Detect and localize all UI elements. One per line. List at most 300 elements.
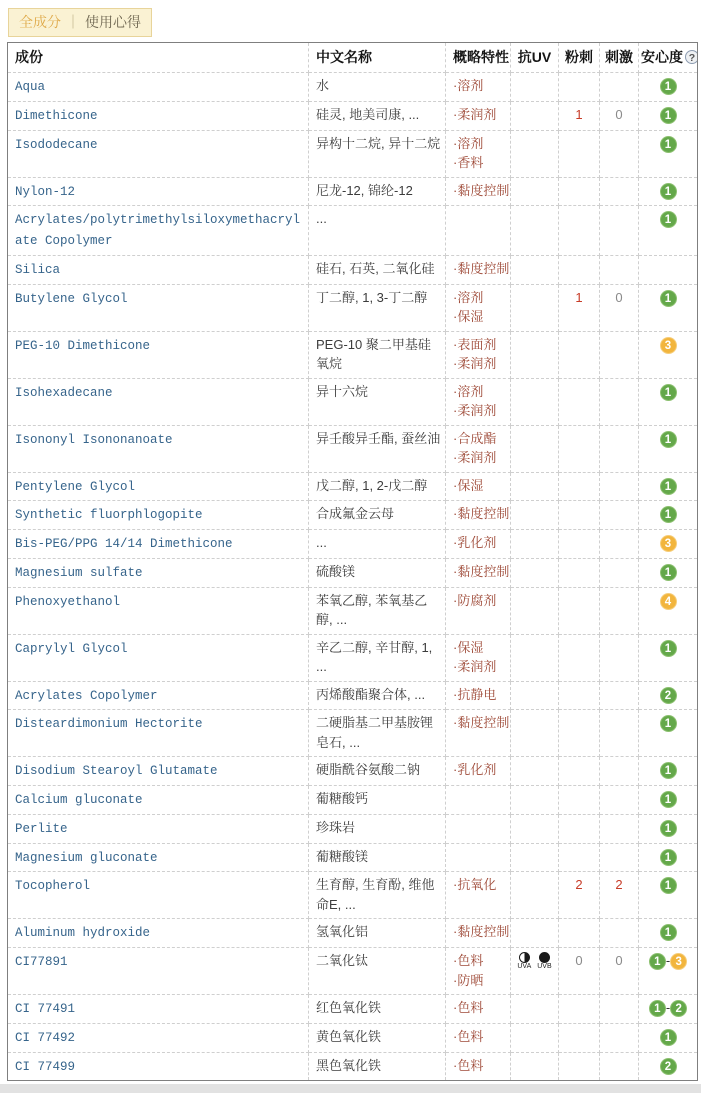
- anti-uv-cell: [511, 587, 559, 634]
- safety-badge: 1: [660, 431, 677, 448]
- ingredient-properties: [446, 130, 511, 177]
- anti-uv-cell: [511, 1023, 559, 1052]
- irritation-value: [600, 472, 639, 501]
- safety-badge: 3: [660, 535, 677, 552]
- header-properties: 概略特性: [446, 43, 511, 73]
- ingredient-chinese-name: 硬脂酰谷氨酸二钠: [309, 757, 446, 786]
- property-tag: ·色料: [453, 1028, 484, 1044]
- safety-badges: [639, 530, 698, 559]
- uvb-icon: UVB: [537, 952, 551, 971]
- property-tag: ·黏度控制: [453, 715, 510, 731]
- ingredient-name-cell: [8, 177, 309, 206]
- anti-uv-cell: [511, 1052, 559, 1081]
- table-row: [8, 995, 698, 1024]
- header-anti-uv: 抗UV: [511, 43, 559, 73]
- acne-value: [559, 1052, 600, 1081]
- ingredient-properties: [446, 472, 511, 501]
- ingredient-name-cell: [8, 757, 309, 786]
- ingredient-name-cell: [8, 501, 309, 530]
- irritation-value: [600, 995, 639, 1024]
- safety-badge: 1: [660, 640, 677, 657]
- ingredient-chinese-name: 苯氧乙醇, 苯氧基乙醇, ...: [309, 587, 446, 634]
- property-tag: ·柔润剂: [453, 106, 497, 122]
- property-tag: ·柔润剂: [453, 356, 497, 371]
- anti-uv-cell: [511, 177, 559, 206]
- safety-badge: 1: [660, 564, 677, 581]
- anti-uv-cell: [511, 101, 559, 130]
- safety-badge: 1: [660, 762, 677, 779]
- tab-bar: [8, 8, 152, 37]
- acne-value: [559, 995, 600, 1024]
- ingredient-properties: [446, 501, 511, 530]
- property-tag: ·表面剂: [453, 336, 497, 352]
- table-row: [8, 472, 698, 501]
- property-tag: ·防晒: [453, 972, 484, 988]
- safety-badge: 1: [660, 290, 677, 307]
- anti-uv-cell: [511, 919, 559, 948]
- acne-value: [559, 757, 600, 786]
- property-tag: ·保湿: [453, 477, 484, 493]
- acne-value: [559, 919, 600, 948]
- safety-badges: [639, 130, 698, 177]
- uva-icon: UVA: [517, 952, 531, 971]
- property-tag: ·黏度控制: [453, 563, 510, 579]
- safety-badges: [639, 206, 698, 256]
- ingredient-link[interactable]: Magnesium sulfate: [15, 565, 143, 580]
- table-row: [8, 1052, 698, 1081]
- ingredient-properties: [446, 919, 511, 948]
- table-row: [8, 786, 698, 815]
- irritation-value: [600, 814, 639, 843]
- ingredient-properties: [446, 710, 511, 757]
- ingredient-link[interactable]: Butylene Glycol: [15, 291, 128, 306]
- property-tag: ·保湿: [453, 639, 484, 655]
- safety-badges: [639, 472, 698, 501]
- acne-value: [559, 130, 600, 177]
- safety-badge: 1: [660, 715, 677, 732]
- irritation-value: 2: [600, 872, 639, 919]
- safety-badges: [639, 177, 698, 206]
- ingredient-name-cell: [8, 331, 309, 378]
- irritation-value: [600, 130, 639, 177]
- ingredient-link[interactable]: Disodium Stearoyl Glutamate: [15, 764, 218, 779]
- property-tag: ·香料: [453, 155, 484, 170]
- ingredient-chinese-name: 珍珠岩: [309, 814, 446, 843]
- ingredient-chinese-name: 辛乙二醇, 辛甘醇, 1, ...: [309, 634, 446, 681]
- ingredient-name-cell: [8, 558, 309, 587]
- ingredient-chinese-name: 戊二醇, 1, 2-戊二醇: [309, 472, 446, 501]
- safety-badges: [639, 558, 698, 587]
- anti-uv-cell: [511, 681, 559, 710]
- acne-value: [559, 681, 600, 710]
- table-row: [8, 530, 698, 559]
- tab-user-reviews[interactable]: 使用心得: [85, 14, 141, 30]
- irritation-value: [600, 378, 639, 425]
- ingredient-link[interactable]: Aqua: [15, 80, 46, 94]
- safety-badges: [639, 101, 698, 130]
- tab-separator: ｜: [66, 14, 80, 30]
- ingredient-chinese-name: 黑色氧化铁: [309, 1052, 446, 1081]
- ingredient-properties: [446, 757, 511, 786]
- acne-value: 0: [559, 948, 600, 995]
- safety-badges: [639, 681, 698, 710]
- acne-value: [559, 843, 600, 872]
- ingredient-chinese-name: ...: [309, 530, 446, 559]
- safety-badges: [639, 786, 698, 815]
- ingredient-link[interactable]: Magnesium gluconate: [15, 850, 158, 865]
- safety-badges: [639, 73, 698, 102]
- irritation-value: [600, 1052, 639, 1081]
- property-tag: ·合成酯: [453, 430, 497, 446]
- ingredient-chinese-name: 黄色氧化铁: [309, 1023, 446, 1052]
- anti-uv-cell: [511, 73, 559, 102]
- acne-value: [559, 73, 600, 102]
- property-tag: ·色料: [453, 1000, 484, 1015]
- safety-badge: 1: [660, 506, 677, 523]
- safety-badge: 2: [670, 1000, 687, 1017]
- acne-value: [559, 814, 600, 843]
- table-row: [8, 130, 698, 177]
- property-tag: ·柔润剂: [453, 659, 497, 674]
- ingredient-link[interactable]: Isohexadecane: [15, 385, 113, 400]
- ingredient-chinese-name: 葡糖酸镁: [309, 843, 446, 872]
- irritation-value: [600, 501, 639, 530]
- anti-uv-cell: [511, 634, 559, 681]
- irritation-value: [600, 206, 639, 256]
- anti-uv-cell: [511, 425, 559, 472]
- anti-uv-cell: [511, 501, 559, 530]
- ingredient-link[interactable]: CI77891: [15, 955, 68, 969]
- safety-badges: [639, 634, 698, 681]
- table-row: [8, 284, 698, 331]
- property-tag: ·溶剂: [453, 135, 484, 151]
- ingredient-name-cell: [8, 1023, 309, 1052]
- ingredient-link[interactable]: Bis-PEG/PPG 14/14 Dimethicone: [15, 537, 233, 551]
- safety-badge: 1: [660, 183, 677, 200]
- ingredient-properties: [446, 995, 511, 1024]
- table-row: [8, 378, 698, 425]
- anti-uv-cell: [511, 206, 559, 256]
- irritation-value: [600, 425, 639, 472]
- property-tag: ·色料: [453, 1057, 484, 1073]
- table-row: [8, 73, 698, 102]
- safety-badge: 1: [660, 211, 677, 228]
- safety-badge: 1: [649, 953, 666, 970]
- anti-uv-cell: [511, 472, 559, 501]
- table-row: [8, 206, 698, 256]
- ingredient-link[interactable]: Disteardimonium Hectorite: [15, 717, 203, 732]
- ingredient-properties: [446, 177, 511, 206]
- safety-badge: 1: [660, 107, 677, 124]
- ingredient-properties: [446, 681, 511, 710]
- irritation-value: [600, 177, 639, 206]
- anti-uv-cell: [511, 284, 559, 331]
- ingredient-link[interactable]: Pentylene Glycol: [15, 479, 136, 494]
- acne-value: [559, 378, 600, 425]
- ingredient-properties: [446, 634, 511, 681]
- acne-value: [559, 331, 600, 378]
- safety-badges: [639, 501, 698, 530]
- ingredient-chinese-name: 丙烯酸酯聚合体, ...: [309, 681, 446, 710]
- irritation-value: 0: [600, 948, 639, 995]
- ingredient-name-cell: [8, 472, 309, 501]
- acne-value: 1: [559, 101, 600, 130]
- ingredient-name-cell: [8, 284, 309, 331]
- ingredient-name-cell: [8, 530, 309, 559]
- ingredient-link[interactable]: Acrylates/polytrimethylsiloxymethacrylate Copolymer: [15, 213, 301, 248]
- ingredient-name-cell: [8, 1052, 309, 1081]
- ingredient-link[interactable]: CI 77491: [15, 1002, 76, 1016]
- table-row: [8, 814, 698, 843]
- acne-value: [559, 255, 600, 284]
- property-tag: ·抗氧化: [453, 877, 497, 893]
- help-icon[interactable]: ?: [685, 50, 698, 64]
- table-row: [8, 710, 698, 757]
- safety-badges: [639, 331, 698, 378]
- ingredient-name-cell: [8, 948, 309, 995]
- ingredient-properties: [446, 206, 511, 256]
- safety-badge: 1: [660, 924, 677, 941]
- anti-uv-cell: [511, 331, 559, 378]
- ingredient-properties: [446, 425, 511, 472]
- ingredient-link[interactable]: Silica: [15, 262, 61, 277]
- property-tag: ·柔润剂: [453, 450, 497, 465]
- anti-uv-cell: [511, 843, 559, 872]
- anti-uv-cell: [511, 872, 559, 919]
- safety-badge: 1: [660, 1029, 677, 1046]
- property-tag: ·柔润剂: [453, 403, 497, 418]
- acne-value: [559, 472, 600, 501]
- table-row: [8, 843, 698, 872]
- table-row: [8, 101, 698, 130]
- property-tag: ·乳化剂: [453, 762, 497, 778]
- anti-uv-cell: [511, 530, 559, 559]
- ingredient-chinese-name: 二硬脂基二甲基胺锂皂石, ...: [309, 710, 446, 757]
- ingredient-name-cell: [8, 425, 309, 472]
- table-row: [8, 501, 698, 530]
- safety-badge: 3: [670, 953, 687, 970]
- ingredient-link[interactable]: Synthetic fluorphlogopite: [15, 508, 203, 523]
- ingredient-name-cell: [8, 872, 309, 919]
- acne-value: [559, 710, 600, 757]
- property-tag: ·溶剂: [453, 289, 484, 305]
- ingredient-link[interactable]: Isononyl Isononanoate: [15, 432, 173, 447]
- ingredient-chinese-name: 尼龙-12, 锦纶-12: [309, 177, 446, 206]
- property-tag: ·溶剂: [453, 383, 484, 399]
- safety-badge: 1: [660, 820, 677, 837]
- table-row: [8, 558, 698, 587]
- ingredient-properties: [446, 587, 511, 634]
- ingredient-name-cell: [8, 995, 309, 1024]
- ingredient-chinese-name: 异壬酸异壬酯, 蚕丝油: [309, 425, 446, 472]
- ingredient-link[interactable]: Acrylates Copolymer: [15, 688, 158, 703]
- ingredient-link[interactable]: Dimethicone: [15, 108, 98, 123]
- header-acne: 粉刺: [559, 43, 600, 73]
- irritation-value: [600, 1023, 639, 1052]
- safety-badge: 1: [660, 877, 677, 894]
- safety-badges: 1 - 3: [639, 948, 698, 995]
- property-tag: ·色料: [453, 953, 484, 968]
- irritation-value: [600, 255, 639, 284]
- property-tag: ·黏度控制: [453, 506, 510, 522]
- ingredient-properties: [446, 1052, 511, 1081]
- anti-uv-cell: [511, 130, 559, 177]
- property-tag: ·保湿: [453, 309, 484, 324]
- ingredient-name-cell: [8, 587, 309, 634]
- safety-badge: 3: [660, 337, 677, 354]
- table-row: [8, 634, 698, 681]
- ingredient-properties: [446, 73, 511, 102]
- ingredient-chinese-name: 硅石, 石英, 二氧化硅: [309, 255, 446, 284]
- safety-badges: [639, 872, 698, 919]
- header-safety: 安心度 ?: [639, 43, 698, 73]
- anti-uv-cell: [511, 558, 559, 587]
- table-row: [8, 331, 698, 378]
- safety-badges: [639, 1052, 698, 1081]
- ingredient-link[interactable]: Tocopherol: [15, 879, 91, 894]
- table-body: [8, 73, 698, 1081]
- ingredient-properties: [446, 331, 511, 378]
- ingredient-link[interactable]: PEG-10 Dimethicone: [15, 338, 151, 353]
- ingredient-chinese-name: 水: [309, 73, 446, 102]
- acne-value: [559, 177, 600, 206]
- ingredient-chinese-name: ...: [309, 206, 446, 256]
- irritation-value: [600, 757, 639, 786]
- ingredient-chinese-name: 红色氧化铁: [309, 995, 446, 1024]
- ingredient-chinese-name: 丁二醇, 1, 3-丁二醇: [309, 284, 446, 331]
- irritation-value: [600, 73, 639, 102]
- ingredient-name-cell: [8, 681, 309, 710]
- irritation-value: [600, 587, 639, 634]
- irritation-value: [600, 634, 639, 681]
- acne-value: [559, 587, 600, 634]
- irritation-value: [600, 681, 639, 710]
- acne-value: 1: [559, 284, 600, 331]
- ingredient-name-cell: [8, 843, 309, 872]
- ingredient-name-cell: [8, 130, 309, 177]
- ingredient-chinese-name: 异构十二烷, 异十二烷: [309, 130, 446, 177]
- safety-badges: [639, 710, 698, 757]
- ingredient-link[interactable]: CI 77492: [15, 1030, 76, 1045]
- safety-badges: [639, 284, 698, 331]
- ingredient-name-cell: [8, 786, 309, 815]
- safety-badges: [639, 814, 698, 843]
- safety-badges: [639, 378, 698, 425]
- table-row: [8, 919, 698, 948]
- ingredient-name-cell: [8, 919, 309, 948]
- ingredient-link[interactable]: Nylon-12: [15, 184, 76, 199]
- irritation-value: [600, 843, 639, 872]
- ingredient-properties: [446, 843, 511, 872]
- table-row: [8, 177, 698, 206]
- safety-badge: 1: [660, 849, 677, 866]
- tab-full-ingredients[interactable]: 全成分: [19, 14, 61, 30]
- safety-badge: 1: [660, 384, 677, 401]
- ingredient-chinese-name: PEG-10 聚二甲基硅氧烷: [309, 331, 446, 378]
- irritation-value: 0: [600, 101, 639, 130]
- ingredient-name-cell: [8, 255, 309, 284]
- acne-value: [559, 558, 600, 587]
- acne-value: [559, 530, 600, 559]
- safety-badges: [639, 587, 698, 634]
- ingredient-name-cell: [8, 206, 309, 256]
- table-row: [8, 757, 698, 786]
- table-row: [8, 425, 698, 472]
- ingredient-link[interactable]: Calcium gluconate: [15, 793, 143, 807]
- ingredient-chinese-name: 葡糖酸钙: [309, 786, 446, 815]
- ingredient-link[interactable]: CI 77499: [15, 1059, 76, 1074]
- property-tag: ·乳化剂: [453, 535, 497, 550]
- ingredient-link[interactable]: Phenoxyethanol: [15, 594, 121, 609]
- acne-value: [559, 634, 600, 681]
- anti-uv-cell: [511, 948, 559, 995]
- ingredient-properties: [446, 948, 511, 995]
- safety-badges: [639, 425, 698, 472]
- ingredient-link[interactable]: Aluminum hydroxide: [15, 926, 151, 941]
- ingredient-link[interactable]: Caprylyl Glycol: [15, 641, 128, 656]
- safety-badge: 2: [660, 687, 677, 704]
- table-row: [8, 255, 698, 284]
- ingredient-chinese-name: 二氧化钛: [309, 948, 446, 995]
- irritation-value: [600, 786, 639, 815]
- header-ingredient: 成份: [8, 43, 309, 73]
- acne-value: [559, 425, 600, 472]
- safety-badge: 1: [660, 136, 677, 153]
- irritation-value: [600, 710, 639, 757]
- ingredient-name-cell: [8, 73, 309, 102]
- ingredient-name-cell: [8, 101, 309, 130]
- ingredient-properties: [446, 786, 511, 815]
- ingredient-properties: [446, 530, 511, 559]
- ingredient-chinese-name: 硅灵, 地美司康, ...: [309, 101, 446, 130]
- ingredient-properties: [446, 1023, 511, 1052]
- anti-uv-cell: [511, 710, 559, 757]
- irritation-value: [600, 530, 639, 559]
- page-footer-strip: [0, 1084, 701, 1093]
- acne-value: [559, 786, 600, 815]
- acne-value: [559, 1023, 600, 1052]
- acne-value: [559, 501, 600, 530]
- ingredient-chinese-name: 氢氧化铝: [309, 919, 446, 948]
- ingredient-properties: [446, 101, 511, 130]
- header-chinese-name: 中文名称: [309, 43, 446, 73]
- ingredient-link[interactable]: Isododecane: [15, 137, 98, 152]
- irritation-value: [600, 331, 639, 378]
- table-row: [8, 948, 698, 995]
- table-row: [8, 1023, 698, 1052]
- safety-badges: 1 - 2: [639, 995, 698, 1024]
- ingredient-name-cell: [8, 710, 309, 757]
- table-row: [8, 681, 698, 710]
- ingredient-properties: [446, 255, 511, 284]
- property-tag: ·黏度控制: [453, 924, 510, 940]
- ingredient-name-cell: [8, 814, 309, 843]
- safety-badge: 1: [649, 1000, 666, 1017]
- anti-uv-cell: [511, 378, 559, 425]
- anti-uv-cell: [511, 757, 559, 786]
- ingredient-properties: [446, 558, 511, 587]
- acne-value: 2: [559, 872, 600, 919]
- safety-badges: [639, 757, 698, 786]
- ingredient-properties: [446, 284, 511, 331]
- safety-badge: 2: [660, 1058, 677, 1075]
- ingredient-link[interactable]: Perlite: [15, 821, 68, 836]
- ingredient-properties: [446, 872, 511, 919]
- ingredient-properties: [446, 814, 511, 843]
- ingredient-chinese-name: 生育醇, 生育酚, 维他命E, ...: [309, 872, 446, 919]
- ingredient-chinese-name: 异十六烷: [309, 378, 446, 425]
- property-tag: ·黏度控制: [453, 260, 510, 276]
